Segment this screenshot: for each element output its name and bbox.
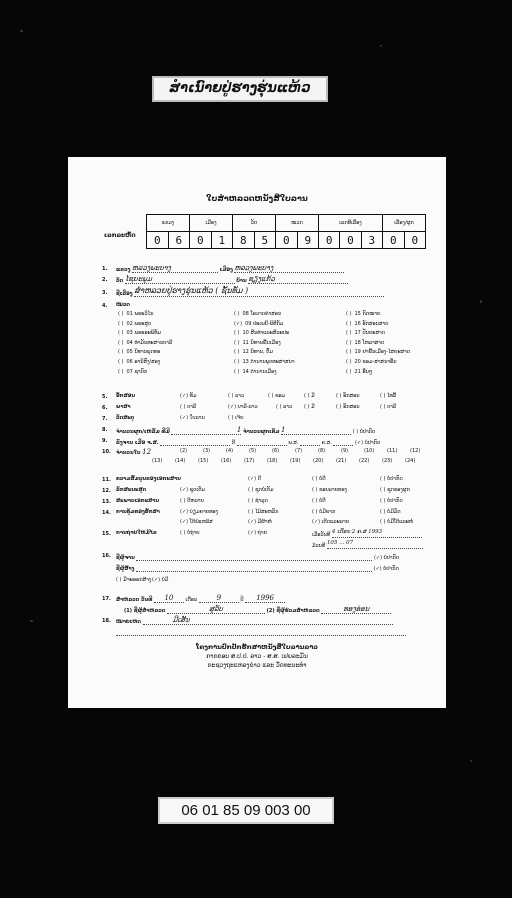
row-number: 10. xyxy=(102,449,111,455)
preservation-option[interactable]: (✓) ໂຕ້ພໍ່ແຫລ້ສ xyxy=(180,519,213,525)
full-fascicles-label: ຈຳນວນຜູກເຕັມ xyxy=(242,429,280,435)
preservation-option[interactable]: ( ) ບໍ່ມີມັດ xyxy=(380,509,401,515)
category-checkbox[interactable]: ( ) xyxy=(346,320,352,327)
category-option[interactable] xyxy=(234,311,281,317)
leaf-index: (24) xyxy=(405,458,416,464)
village-field xyxy=(248,275,348,284)
code-table xyxy=(146,214,426,249)
leaf-index: (16) xyxy=(221,458,232,464)
category-checkbox[interactable]: ( ) xyxy=(234,311,240,317)
category-checkbox[interactable]: ( ) xyxy=(346,330,352,337)
material-option[interactable]: ( ) ເຈ້ຍ xyxy=(228,415,244,421)
set-option[interactable]: ( ) ຂອບລາຍທອງ xyxy=(312,487,348,493)
microfilm-reel-value: 105 ... 07 xyxy=(326,540,354,546)
microfilm-label: ການຖ່າຍໃຫມ້ໄຂ xyxy=(116,530,157,536)
category-checkbox[interactable]: ( ) xyxy=(118,359,124,365)
microfilm-option[interactable]: (✓) ຖ່າຍ xyxy=(248,530,268,536)
row-fascicles xyxy=(116,426,375,435)
category-option[interactable] xyxy=(234,340,281,346)
village-value: ຊຽງແກ້ວ xyxy=(248,275,275,283)
category-option[interactable] xyxy=(346,369,372,375)
preservation-option[interactable]: (✓) ເຕີດແລະລາຍ xyxy=(312,519,350,525)
category-option[interactable] xyxy=(346,340,384,346)
film-speck xyxy=(20,30,23,32)
survey-day: 10 xyxy=(164,594,174,602)
set-label: ລັກສະນະສຸດ xyxy=(116,487,147,493)
category-checkbox[interactable]: ( ) xyxy=(118,339,124,346)
category-text: 15 ກົດໝາຍ xyxy=(354,311,381,317)
preservation-option[interactable]: ( ) ບໍ່ມີຂາກ xyxy=(312,509,336,515)
row-number: 14. xyxy=(102,510,111,516)
leaves-value: 12 xyxy=(142,448,152,456)
temple-value: ໄຊຍະພູມ xyxy=(124,275,152,283)
category-text: 10 ສີນທຳແລະສິລະປະ xyxy=(242,330,290,337)
condition-option[interactable]: ( ) ຊຳລຸດ xyxy=(248,498,268,504)
code-digit: 0 xyxy=(190,232,212,249)
row-number: 7. xyxy=(102,416,108,422)
row-number: 4. xyxy=(102,303,108,309)
category-checkbox[interactable]: ( ) xyxy=(234,349,240,356)
survey-month: 9 xyxy=(216,594,222,602)
category-option[interactable] xyxy=(118,369,147,375)
leaf-index: (18) xyxy=(267,458,278,464)
leaf-index: (20) xyxy=(313,458,324,464)
material-option[interactable]: (✓) ໃບລານ xyxy=(180,415,205,421)
row-inscribed xyxy=(116,437,380,446)
leaf-index: (5) xyxy=(249,448,257,454)
category-option[interactable] xyxy=(234,369,277,375)
category-text: 06 ອານິສົງ/ສອງ xyxy=(126,359,161,365)
completeness-option[interactable]: ( ) ບໍ່ດີ xyxy=(312,476,326,482)
inscribed-ad: ຄ.ສ. xyxy=(321,440,332,446)
completeness-option[interactable]: (✓) ດີ xyxy=(248,476,262,482)
film-speck xyxy=(30,620,33,622)
code-digit: 0 xyxy=(319,232,340,249)
category-checkbox[interactable]: ( ) xyxy=(118,349,124,356)
scribe-label: ຊື່ຜູ້ຈານ xyxy=(116,555,135,561)
category-option[interactable] xyxy=(118,349,160,355)
language-label: ພາສາ xyxy=(116,404,131,410)
code-digit: 0 xyxy=(383,232,405,249)
microfilm-date-field xyxy=(332,529,422,538)
row-survey-date xyxy=(116,594,285,603)
district-label: ເມືອງ xyxy=(219,267,233,273)
leaf-index: (2) xyxy=(180,448,188,454)
category-checkbox[interactable]: ( ) xyxy=(346,368,352,375)
condition-option[interactable]: ( ) ບໍ່ດີ xyxy=(312,498,326,504)
survey-year-label: ປີ xyxy=(240,597,244,603)
row-number: 3. xyxy=(102,290,108,296)
code-digit: 0 xyxy=(147,232,169,249)
header-label: ສຳເນົາຍປູ່ຮາງຮຸ່ນແຫ້ວ xyxy=(152,76,328,102)
completeness-label: ຄວາມສົມບູນຂອງເອກະສານ xyxy=(116,476,181,482)
row-leaves xyxy=(116,448,151,456)
category-checkbox[interactable]: ( ) xyxy=(234,359,240,365)
language-option[interactable]: (✓) ບາລີ-ລາວ xyxy=(228,404,258,410)
category-checkbox[interactable]: ( ) xyxy=(118,368,124,375)
footer-ministry: ກະຊວງຖະແຫລງຂ່າວ ແລະ ວັດທະນະທຳ xyxy=(207,662,307,669)
category-checkbox[interactable]: ( ) xyxy=(118,311,124,317)
code-header: ເມືອງ xyxy=(190,215,233,232)
code-header: ເລື່ອງ/ຜູກ xyxy=(383,215,426,232)
row-province xyxy=(116,264,344,273)
microfilm-reel-field xyxy=(327,540,423,549)
inscribed-be-field xyxy=(300,437,320,446)
title-value: ສຳຫລວຍປູ່ຮາງຮຸ່ນແຫ້ວ ( ຊັ້ນທັມ ) xyxy=(134,286,249,295)
category-option[interactable] xyxy=(346,311,380,317)
category-text: 20 ຂອມ-ສາສນາອື່ນ xyxy=(354,359,397,365)
row-number: 5. xyxy=(102,394,108,400)
survey-year-field xyxy=(245,594,285,603)
condition-label: ສະພາບເອກະສານ xyxy=(116,498,160,504)
row-donor xyxy=(116,563,399,572)
temple-label: ວັດ xyxy=(116,278,124,284)
row-remarks xyxy=(116,616,393,625)
leaf-index: (21) xyxy=(336,458,347,464)
survey-date-label: ສຳຫລວດ ວັນທີ xyxy=(116,597,153,603)
province-value: ຫລວງພະບາງ xyxy=(132,264,171,272)
category-checkbox[interactable]: ( ) xyxy=(346,339,352,346)
category-checkbox[interactable]: (✓) xyxy=(234,320,243,327)
language-option[interactable]: ( ) ລາວ xyxy=(276,404,293,410)
category-text: 03 ພຣະອະພິທັມ xyxy=(126,330,162,337)
set-option[interactable]: ( ) ຊຸດຂອງຜູກ xyxy=(380,487,410,493)
code-header: ໝວດ xyxy=(276,215,319,232)
fascicles-value: 1 xyxy=(236,426,242,434)
row-surveyors xyxy=(124,605,391,614)
inscribed-mid: ກີ xyxy=(231,440,236,446)
remarks-label: ໝາຍເຫດ xyxy=(116,619,141,625)
script-label: ອັກສອນ xyxy=(116,393,135,399)
category-text: 21 ອື່ນໆ xyxy=(354,368,373,375)
microfilm-option[interactable]: ( ) ບໍ່ຖ່າຍ xyxy=(180,530,200,536)
language-option[interactable]: ( ) ອັກສອນ xyxy=(336,404,360,410)
language-option[interactable]: ( ) ບາລີ xyxy=(180,404,197,410)
category-option[interactable] xyxy=(346,321,389,327)
condition-option[interactable]: ( ) ບໍ່ປາກົດ xyxy=(380,498,403,504)
script-option[interactable]: ( ) ອັກສອນ xyxy=(336,393,360,399)
surveyor-label: (1) ຊື່ຜູ້ສຳຫລວດ xyxy=(124,608,166,614)
code-caption: ເລກລະຫັດ xyxy=(104,232,136,239)
code-digit: 1 xyxy=(211,232,233,249)
category-checkbox[interactable]: ( ) xyxy=(118,320,124,327)
preservation-option[interactable]: (✓) ມີຜ້າຫໍ່ xyxy=(248,519,272,525)
category-checkbox[interactable]: ( ) xyxy=(234,368,240,375)
survey-year: 1996 xyxy=(256,594,275,602)
category-text: 09 ປະເພນີ-ພິທີກັມ xyxy=(245,320,284,327)
row-number: 2. xyxy=(102,277,108,283)
leaf-index: (13) xyxy=(152,458,163,464)
code-digit: 0 xyxy=(340,232,361,249)
temple-field xyxy=(125,275,235,284)
donor-label: ຊື່ຜູ້ສ້າງ xyxy=(116,566,135,572)
row-number: 9. xyxy=(102,438,108,444)
preservation-option[interactable]: ( ) ບໍ່ມີໂຕ້ແລະຫໍ່ xyxy=(380,519,414,525)
leaf-index: (15) xyxy=(198,458,209,464)
village-label: ບ້ານ xyxy=(236,278,247,284)
material-label: ວັດສະດຸ xyxy=(116,415,135,421)
row-number: 16. xyxy=(102,553,111,559)
leaf-index: (7) xyxy=(295,448,303,454)
code-digit: 6 xyxy=(168,232,190,249)
donor-field xyxy=(136,563,372,572)
manuscript-code-label: 06 01 85 09 003 00 xyxy=(158,797,334,824)
form-title: ໃບສຳຫລວດຫນັງສືໃບລານ xyxy=(206,194,308,203)
film-speck xyxy=(480,300,482,303)
leaf-index: (14) xyxy=(175,458,186,464)
category-text: 13 ຕຳນານພຸດທະສາສນາ xyxy=(242,359,295,365)
code-header-row xyxy=(147,215,426,232)
row-temple xyxy=(116,275,348,284)
script-option[interactable]: ( ) ມີ xyxy=(304,393,315,399)
category-text: 01 ພຣະວິໄນ xyxy=(126,311,154,317)
code-digit: 0 xyxy=(404,232,426,249)
category-option[interactable] xyxy=(234,359,295,365)
category-checkbox[interactable]: ( ) xyxy=(234,339,240,346)
microfilm-date xyxy=(312,529,422,538)
preservation-option[interactable]: ( ) ໄມ້ສະຫລັກ xyxy=(248,509,279,515)
category-option[interactable] xyxy=(346,330,385,336)
leaf-index: (10) xyxy=(364,448,375,454)
row-number: 12. xyxy=(102,488,111,494)
preservation-label: ການຄຸ້ມຄອງຮັກສາ xyxy=(116,509,160,515)
inscribed-cs-field xyxy=(160,437,230,446)
language-option[interactable]: ( ) ມີ xyxy=(304,404,315,410)
survey-form xyxy=(68,157,446,708)
fascicles-label: ຈຳນວນຜູກ/ເຫລັ້ມ ທີ່ມີ xyxy=(116,429,170,435)
category-text: 02 ພຣະສູດ xyxy=(126,320,152,327)
category-text: 17 ປັນຍະສາດ xyxy=(354,330,386,337)
script-option[interactable]: ( ) ລາວ xyxy=(228,393,245,399)
row-number: 13. xyxy=(102,499,111,505)
set-option[interactable]: (✓) ຊຸດເຕັມ xyxy=(180,487,206,493)
row-scribe xyxy=(116,552,399,561)
row-number: 18. xyxy=(102,618,111,624)
leaf-index: (22) xyxy=(359,458,370,464)
survey-day-field xyxy=(154,594,184,603)
film-speck xyxy=(470,760,472,762)
category-text: 04 ທຳມັນທະສານບາລີ xyxy=(126,339,173,346)
code-digit: 8 xyxy=(233,232,255,249)
title-field xyxy=(134,286,384,297)
inscribed-ad-field xyxy=(333,437,353,446)
remarks-value: ມີເສັ້ນ xyxy=(172,616,190,624)
row-number: 17. xyxy=(102,596,111,602)
category-option[interactable] xyxy=(118,340,172,346)
code-header: ວັດ xyxy=(233,215,276,232)
code-digit: 3 xyxy=(361,232,382,249)
inscribed-unknown[interactable]: (✓) ບໍ່ປາກົດ xyxy=(355,440,381,446)
surveyor-value: ສຸລັບ xyxy=(209,605,223,613)
category-checkbox[interactable]: ( ) xyxy=(234,330,240,337)
condition-option[interactable]: ( ) ດີຫລາຍ xyxy=(180,498,204,504)
language-option[interactable]: ( ) ບາລີ xyxy=(380,404,397,410)
leaf-index: (9) xyxy=(341,448,349,454)
form-footer xyxy=(68,643,446,671)
code-header: ເລກທີເລື່ອງ xyxy=(319,215,383,232)
row-remarks-extra xyxy=(116,627,406,636)
fascicles-field xyxy=(171,426,241,435)
category-text: 05 ນິທານພຸດທະ xyxy=(126,349,161,356)
code-header: ແຂວງ xyxy=(147,215,190,232)
scribe-unknown[interactable]: (✓) ບໍ່ປາກົດ xyxy=(373,555,400,561)
preservation-option[interactable]: (✓) ບ່ຽມຄາຍທອງ xyxy=(180,509,219,515)
leaf-index: (17) xyxy=(244,458,255,464)
leaf-index: (6) xyxy=(272,448,280,454)
leaf-index: (12) xyxy=(410,448,421,454)
remarks-field xyxy=(143,616,393,625)
leaf-index: (23) xyxy=(382,458,393,464)
leaf-index: (4) xyxy=(226,448,234,454)
microfilm-date-value: 4 ເດືອນ 2 ຄ.ສ 1993 xyxy=(331,529,383,535)
category-text: 19 ຢາພື້ນເມືອງ-ໄສຍະສາດ xyxy=(354,349,411,356)
full-fascicles-value: 1 xyxy=(281,426,286,434)
film-speck xyxy=(380,45,382,47)
category-checkbox[interactable]: ( ) xyxy=(346,311,352,317)
category-checkbox[interactable]: ( ) xyxy=(346,359,352,365)
footer-cooperation: ກາກຄອບ ສ.ປ.ປ. ລາວ - ສ.ສ. ເຢຍລະມັນ xyxy=(206,653,308,660)
co-surveyor-field xyxy=(321,605,391,614)
row-number: 1. xyxy=(102,266,108,272)
row-title xyxy=(116,286,384,297)
donor-unknown[interactable]: (✓) ບໍ່ປາກົດ xyxy=(373,566,399,572)
co-surveyor-value: ທອງອ່ອນ xyxy=(343,605,370,613)
script-option[interactable]: ( ) ໄທລື້ xyxy=(380,393,397,399)
category-text: 07 ຊາດົກ xyxy=(126,368,148,375)
leaves-label: ຈຳນວນໃບ xyxy=(116,450,141,456)
title-label: ຊື່ເລື່ອງ xyxy=(116,291,133,297)
category-text: 18 ໂຫລາສາດ xyxy=(354,339,385,346)
full-fascicles-field xyxy=(281,426,351,435)
inscribed-year-field xyxy=(237,437,287,446)
code-digit: 0 xyxy=(276,232,298,249)
set-option[interactable]: ( ) ຊຸດບໍ່ເຕັມ xyxy=(248,487,274,493)
script-option[interactable]: ( ) ຂອມ xyxy=(268,393,286,399)
survey-month-label: ເດືອນ xyxy=(185,597,198,603)
completeness-option[interactable]: ( ) ບໍ່ປາກົດ xyxy=(380,476,403,482)
donor-extra-option[interactable]: ( ) ມີຈະອອກສ້າງ xyxy=(116,577,152,583)
leaf-index: (11) xyxy=(387,448,398,454)
leaf-index: (19) xyxy=(290,458,301,464)
row-number: 11. xyxy=(102,477,111,483)
category-option[interactable] xyxy=(346,349,410,355)
inscribed-label: ລົງຈານ ເມື່ອ ຈ.ສ. xyxy=(116,440,159,446)
category-option[interactable] xyxy=(118,321,151,327)
script-option[interactable]: (✓) ທັມ xyxy=(180,393,197,399)
category-text: 08 ໂອວາດຄຳສອນ xyxy=(242,311,282,317)
survey-month-field xyxy=(199,594,239,603)
category-option[interactable] xyxy=(234,349,273,355)
row-number: 8. xyxy=(102,427,108,433)
category-text: 12 ນິທານ, ຕົ້ມ xyxy=(242,349,273,356)
footer-project: ໂຄງການປົກປັກຮັກສາຫນັງສືໃບລານລາວ xyxy=(196,643,318,651)
category-text: 14 ຕຳນານເມືອງ xyxy=(242,368,277,375)
row-number: 6. xyxy=(102,405,108,411)
category-option[interactable] xyxy=(234,330,289,336)
microfilm-reel-label: ມ້ວນທີ xyxy=(312,543,326,549)
category-option[interactable] xyxy=(346,359,397,365)
district-field xyxy=(234,264,344,273)
leaf-index: (8) xyxy=(318,448,326,454)
category-option[interactable] xyxy=(234,321,283,327)
microfilm-date-label: ເມື່ອວັນທີ xyxy=(312,532,331,538)
donor-extra-option[interactable]: (✓) ບໍ່ມີ xyxy=(152,577,169,583)
category-label: ໝວດ xyxy=(116,302,130,308)
province-label: ແຂວງ xyxy=(116,267,131,273)
scribe-field xyxy=(136,552,372,561)
code-digit: 5 xyxy=(254,232,276,249)
category-text: 11 ນິທານພື້ນເມືອງ xyxy=(242,339,281,346)
category-option[interactable] xyxy=(118,311,153,317)
row-number: 15. xyxy=(102,531,111,537)
leaf-index: (3) xyxy=(203,448,211,454)
category-checkbox[interactable]: ( ) xyxy=(118,330,124,337)
category-option[interactable] xyxy=(118,359,160,365)
inscribed-be: ພ.ສ. xyxy=(288,440,299,446)
district-value: ຫລວງພະບາງ xyxy=(234,264,274,272)
category-text: 16 ອັກສອນສາດ xyxy=(354,320,389,327)
fascicles-unknown[interactable]: ( ) ບໍ່ປາກົດ xyxy=(352,429,376,435)
category-option[interactable] xyxy=(118,330,161,336)
category-checkbox[interactable]: ( ) xyxy=(346,349,352,356)
code-digit: 9 xyxy=(297,232,319,249)
surveyor-field xyxy=(167,605,265,614)
microfilm-reel xyxy=(312,540,423,549)
code-table-block xyxy=(104,214,426,249)
co-surveyor-label: (2) ຊື່ຜູ້ຮ່ວມສຳຫລວດ xyxy=(266,608,320,614)
province-field xyxy=(132,264,218,273)
code-digit-row xyxy=(147,232,426,249)
remarks-extra-field xyxy=(116,627,406,636)
